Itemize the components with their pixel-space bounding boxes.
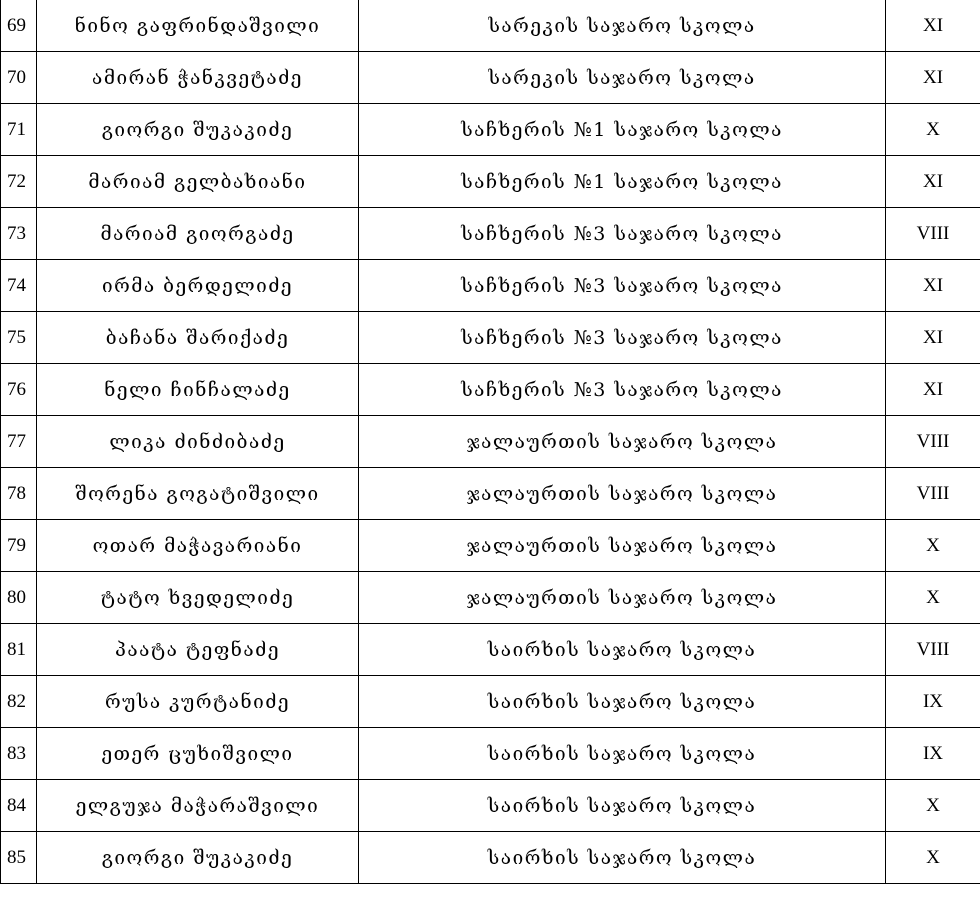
table-row [1,416,980,468]
school-name: საჩხერის №1 საჯარო სკოლა [359,104,886,156]
school-name: საირხის საჯარო სკოლა [359,624,886,676]
school-name: ჯალაურთის საჯარო სკოლა [359,520,886,572]
grade-level: XI [886,156,980,208]
student-name: გიორგი შუკაკიძე [37,832,359,884]
grade-level: XI [886,52,980,104]
school-name: ჯალაურთის საჯარო სკოლა [359,468,886,520]
student-name: ოთარ მაჭავარიანი [37,520,359,572]
row-number: 69 [1,0,37,52]
school-name: საჩხერის №3 საჯარო სკოლა [359,260,886,312]
student-name: ტატო ხვედელიძე [37,572,359,624]
table-row [1,520,980,572]
table-row [1,0,980,52]
grade-level: IX [886,676,980,728]
student-name: ლიკა ძინძიბაძე [37,416,359,468]
student-name: ნელი ჩინჩალაძე [37,364,359,416]
row-number: 84 [1,780,37,832]
row-number: 73 [1,208,37,260]
student-name: ამირან ჭანკვეტაძე [37,52,359,104]
school-name: საირხის საჯარო სკოლა [359,832,886,884]
row-number: 82 [1,676,37,728]
row-number: 74 [1,260,37,312]
row-number: 85 [1,832,37,884]
table-row [1,832,980,884]
grade-level: X [886,104,980,156]
row-number: 77 [1,416,37,468]
school-name: საირხის საჯარო სკოლა [359,728,886,780]
grade-level: XI [886,0,980,52]
table-row [1,156,980,208]
grade-level: X [886,520,980,572]
students-table-body [1,0,980,884]
student-name: ირმა ბერდელიძე [37,260,359,312]
school-name: ჯალაურთის საჯარო სკოლა [359,416,886,468]
row-number: 81 [1,624,37,676]
grade-level: VIII [886,208,980,260]
table-row [1,676,980,728]
student-name: რუსა კურტანიძე [37,676,359,728]
student-name: პაატა ტეფნაძე [37,624,359,676]
grade-level: XI [886,312,980,364]
table-row [1,780,980,832]
school-name: სარეკის საჯარო სკოლა [359,0,886,52]
student-name: ეთერ ცუხიშვილი [37,728,359,780]
table-row [1,364,980,416]
school-name: საჩხერის №3 საჯარო სკოლა [359,208,886,260]
school-name: საჩხერის №3 საჯარო სკოლა [359,312,886,364]
student-name: შორენა გოგატიშვილი [37,468,359,520]
grade-level: IX [886,728,980,780]
school-name: ჯალაურთის საჯარო სკოლა [359,572,886,624]
school-name: საჩხერის №1 საჯარო სკოლა [359,156,886,208]
table-row [1,52,980,104]
table-row [1,728,980,780]
school-name: საირხის საჯარო სკოლა [359,676,886,728]
grade-level: XI [886,364,980,416]
row-number: 79 [1,520,37,572]
grade-level: X [886,832,980,884]
student-name: მარიამ გელბახიანი [37,156,359,208]
grade-level: XI [886,260,980,312]
student-name: ნინო გაფრინდაშვილი [37,0,359,52]
grade-level: X [886,572,980,624]
table-row [1,468,980,520]
table-row [1,104,980,156]
student-name: მარიამ გიორგაძე [37,208,359,260]
school-name: საჩხერის №3 საჯარო სკოლა [359,364,886,416]
grade-level: X [886,780,980,832]
grade-level: VIII [886,416,980,468]
table-row [1,260,980,312]
table-row [1,208,980,260]
row-number: 75 [1,312,37,364]
grade-level: VIII [886,624,980,676]
grade-level: VIII [886,468,980,520]
row-number: 72 [1,156,37,208]
row-number: 76 [1,364,37,416]
table-row [1,312,980,364]
school-name: საირხის საჯარო სკოლა [359,780,886,832]
table-row [1,572,980,624]
row-number: 71 [1,104,37,156]
row-number: 80 [1,572,37,624]
student-name: ბაჩანა შარიქაძე [37,312,359,364]
table-row [1,624,980,676]
row-number: 78 [1,468,37,520]
school-name: სარეკის საჯარო სკოლა [359,52,886,104]
row-number: 83 [1,728,37,780]
student-name: ელგუჯა მაჭარაშვილი [37,780,359,832]
row-number: 70 [1,52,37,104]
student-name: გიორგი შუკაკიძე [37,104,359,156]
